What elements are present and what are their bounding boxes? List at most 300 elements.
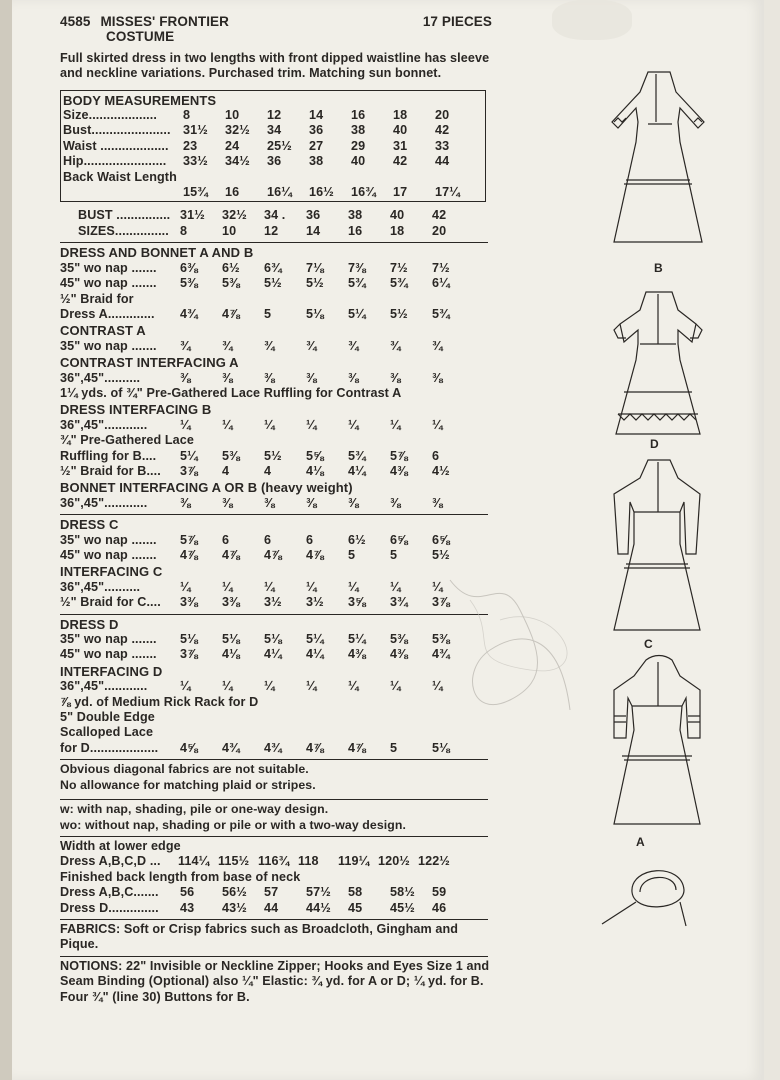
table-cell: 16¾ bbox=[351, 185, 376, 200]
table-cell: 8 bbox=[180, 223, 188, 238]
table-cell: 6 bbox=[306, 532, 314, 547]
yardage-row bbox=[60, 339, 500, 354]
measurement-row bbox=[63, 108, 481, 123]
table-cell: 5⅜ bbox=[180, 276, 198, 291]
table-cell: 5¼ bbox=[180, 448, 198, 463]
table-cell: 5⅛ bbox=[264, 632, 282, 647]
table-cell: ¼ bbox=[180, 579, 191, 594]
table-cell: 6¼ bbox=[432, 276, 450, 291]
table-cell: 4⅞ bbox=[348, 740, 366, 755]
table-cell: 5½ bbox=[264, 276, 282, 291]
table-cell: 5¾ bbox=[348, 448, 366, 463]
row-label: Hip....................... bbox=[63, 154, 167, 169]
table-cell: 10 bbox=[225, 108, 240, 123]
table-cell: 5⅞ bbox=[180, 532, 198, 547]
header bbox=[60, 14, 500, 29]
table-cell: 25½ bbox=[267, 138, 292, 153]
table-cell: 5¾ bbox=[390, 276, 408, 291]
figure-label-b: B bbox=[654, 261, 663, 275]
table-cell: 4⅞ bbox=[180, 548, 198, 562]
table-cell: 4¾ bbox=[432, 647, 450, 662]
table-cell: 16½ bbox=[309, 185, 334, 200]
table-cell: 6 bbox=[222, 532, 230, 547]
divider bbox=[60, 614, 488, 615]
table-cell: 5⅞ bbox=[390, 448, 408, 463]
table-cell: 56½ bbox=[222, 885, 247, 900]
measurement-row bbox=[63, 123, 481, 138]
row-label: 36",45".......... bbox=[60, 370, 141, 385]
table-cell: 6⅝ bbox=[390, 532, 408, 547]
table-cell: 116¾ bbox=[258, 854, 290, 869]
yardage-row bbox=[60, 595, 500, 610]
table-cell: 5¼ bbox=[348, 632, 366, 647]
row-label: 36",45"............ bbox=[60, 679, 148, 694]
table-cell: 36 bbox=[306, 208, 321, 223]
table-cell: ¼ bbox=[180, 417, 191, 432]
table-cell: 6 bbox=[264, 532, 272, 547]
pattern-subtitle: COSTUME bbox=[106, 29, 175, 45]
table-cell: 5¾ bbox=[348, 276, 366, 291]
row-label: ½" Braid for bbox=[60, 291, 134, 306]
table-cell: 16 bbox=[351, 108, 366, 123]
table-cell: 14 bbox=[309, 108, 324, 123]
table-cell: 5⅝ bbox=[306, 448, 324, 463]
table-cell: 3⅞ bbox=[180, 647, 198, 662]
row-label: 35" wo nap ....... bbox=[60, 338, 157, 353]
table-cell: 57½ bbox=[306, 885, 331, 900]
table-cell: 4¼ bbox=[264, 647, 282, 662]
table-cell: 4⅜ bbox=[390, 463, 408, 478]
table-cell: ¼ bbox=[306, 417, 317, 432]
figure-b bbox=[612, 72, 704, 242]
table-cell: 7½ bbox=[390, 260, 408, 275]
figure-d bbox=[614, 292, 702, 434]
table-cell: ⅜ bbox=[222, 495, 233, 510]
paper-stain bbox=[552, 0, 632, 40]
table-cell: 44 bbox=[264, 900, 279, 915]
row-label: Size................... bbox=[63, 108, 157, 123]
table-cell: ¼ bbox=[222, 579, 233, 594]
table-cell: ⅜ bbox=[180, 370, 191, 385]
back-length-row bbox=[60, 901, 500, 916]
row-label: BUST ............... bbox=[78, 208, 171, 223]
back-length-row bbox=[60, 885, 500, 900]
table-cell: 43½ bbox=[222, 900, 247, 915]
table-cell: 31 bbox=[393, 138, 408, 153]
row-label: Dress A............. bbox=[60, 306, 155, 321]
table-cell: 3¾ bbox=[390, 595, 408, 610]
figure-a bbox=[614, 656, 700, 825]
row-label: Waist ................... bbox=[63, 138, 169, 153]
pattern-title: MISSES' FRONTIER bbox=[100, 14, 230, 29]
table-cell: 12 bbox=[264, 223, 279, 238]
table-cell: 34 . bbox=[264, 208, 286, 223]
table-cell: 31½ bbox=[180, 208, 205, 223]
table-cell: 6½ bbox=[348, 532, 366, 547]
row-label: 36",45"............ bbox=[60, 495, 148, 510]
back-waist-row bbox=[63, 185, 481, 200]
table-cell: 58 bbox=[348, 885, 363, 900]
table-cell: 5 bbox=[264, 306, 272, 321]
table-cell: 5¾ bbox=[432, 306, 450, 321]
section-heading: CONTRAST A bbox=[60, 323, 146, 339]
table-cell: 4¾ bbox=[222, 740, 240, 755]
table-cell: 24 bbox=[225, 138, 240, 153]
yardage-row bbox=[60, 695, 500, 710]
table-cell: 3½ bbox=[306, 595, 324, 610]
table-cell: 5 bbox=[348, 548, 356, 562]
table-cell: ¼ bbox=[432, 679, 443, 694]
note-diagonal: Obvious diagonal fabrics are not suitable. bbox=[60, 762, 309, 777]
table-cell: ⅜ bbox=[264, 495, 275, 510]
table-cell: 5⅜ bbox=[390, 632, 408, 647]
row-label: SIZES............... bbox=[78, 223, 169, 238]
table-cell: 12 bbox=[267, 108, 282, 123]
table-cell: ¼ bbox=[348, 679, 359, 694]
yardage-row bbox=[60, 548, 500, 563]
table-cell: 6½ bbox=[222, 260, 240, 275]
table-cell: 5¼ bbox=[348, 306, 366, 321]
row-label: 45" wo nap ....... bbox=[60, 548, 157, 562]
table-cell: 43 bbox=[180, 900, 195, 915]
section-heading: INTERFACING D bbox=[60, 663, 163, 679]
table-cell: 40 bbox=[390, 208, 405, 223]
yardage-row bbox=[60, 679, 500, 694]
table-cell: 4 bbox=[264, 463, 272, 478]
table-cell: 5 bbox=[390, 740, 398, 755]
table-cell: ⅜ bbox=[222, 370, 233, 385]
table-cell: 4⅞ bbox=[222, 548, 240, 562]
table-cell: 58½ bbox=[390, 885, 415, 900]
yardage-row bbox=[60, 533, 500, 548]
table-cell: 4½ bbox=[432, 463, 450, 478]
table-cell: 34 bbox=[267, 123, 282, 138]
note-without-nap: wo: without nap, shading or pile or with a two-way design. bbox=[60, 817, 407, 832]
row-label: 35" wo nap ....... bbox=[60, 260, 157, 275]
yardage-row bbox=[60, 386, 500, 401]
yardage-row bbox=[60, 418, 500, 433]
table-cell: 10 bbox=[222, 223, 237, 238]
table-cell: 44 bbox=[435, 154, 450, 169]
table-cell: 4¾ bbox=[180, 306, 198, 321]
table-cell: ⅜ bbox=[264, 370, 275, 385]
table-cell: 20 bbox=[432, 223, 447, 238]
table-cell: 33 bbox=[435, 138, 450, 153]
table-cell: 16¼ bbox=[267, 185, 292, 200]
table-cell: 33½ bbox=[183, 154, 208, 169]
width-row bbox=[60, 854, 500, 869]
row-label: ¾" Pre-Gathered Lace bbox=[60, 433, 194, 448]
table-cell: ¼ bbox=[348, 417, 359, 432]
table-cell: 45½ bbox=[390, 900, 415, 915]
table-cell: 5⅜ bbox=[432, 632, 450, 647]
table-cell: 120½ bbox=[378, 854, 410, 869]
table-cell: 38 bbox=[351, 123, 366, 138]
pattern-info bbox=[60, 14, 500, 1005]
fashion-line-drawings bbox=[584, 62, 734, 942]
row-label: Dress A,B,C,D ... bbox=[60, 854, 161, 869]
table-cell: 4⅞ bbox=[306, 548, 324, 562]
table-cell: 57 bbox=[264, 885, 279, 900]
table-cell: 18 bbox=[390, 223, 405, 238]
yardage-row bbox=[60, 710, 500, 725]
table-cell: ¾ bbox=[390, 338, 401, 353]
measurement-row bbox=[63, 139, 481, 154]
table-cell: ¾ bbox=[180, 338, 191, 353]
section-heading: DRESS AND BONNET A AND B bbox=[60, 245, 254, 261]
back-length-title: Finished back length from base of neck bbox=[60, 869, 301, 884]
table-cell: 32½ bbox=[222, 208, 247, 223]
table-cell: ⅜ bbox=[348, 370, 359, 385]
table-cell: 5½ bbox=[390, 306, 408, 321]
figure-label-a: A bbox=[636, 835, 645, 849]
table-cell: 4 bbox=[222, 463, 230, 478]
table-cell: 6 bbox=[432, 448, 440, 463]
table-cell: 40 bbox=[351, 154, 366, 169]
table-cell: 40 bbox=[393, 123, 408, 138]
yardage-row bbox=[60, 449, 500, 464]
table-cell: ¼ bbox=[432, 417, 443, 432]
notions-text: 22" Invisible or Neckline Zipper; Hooks and Eyes Size 1 and Seam Binding (Optional) also ¼" Elastic: ¾ yd. for A or D; ¼ yd. for B. Four ¾" (line 30) Buttons for B. bbox=[60, 958, 490, 1004]
yardage-row bbox=[60, 276, 500, 291]
table-cell: ⅜ bbox=[390, 495, 401, 510]
table-cell: 59 bbox=[432, 885, 447, 900]
bonnet-figure bbox=[602, 871, 686, 926]
table-cell: 17¼ bbox=[435, 185, 460, 200]
table-cell: 42 bbox=[435, 123, 450, 138]
yardage-row bbox=[60, 496, 500, 511]
section-heading: CONTRAST INTERFACING A bbox=[60, 355, 239, 371]
table-cell: 4¾ bbox=[264, 740, 282, 755]
table-cell: 4¼ bbox=[348, 463, 366, 478]
table-cell: ¼ bbox=[264, 579, 275, 594]
table-cell: ⅜ bbox=[390, 370, 401, 385]
table-cell: 118 bbox=[298, 854, 319, 869]
table-cell: 6¾ bbox=[264, 260, 282, 275]
dress-illustrations bbox=[584, 62, 734, 947]
table-cell: ¾ bbox=[348, 338, 359, 353]
table-cell: 16 bbox=[225, 185, 240, 200]
table-cell: ¼ bbox=[180, 679, 191, 694]
table-cell: 14 bbox=[306, 223, 321, 238]
table-cell: 3½ bbox=[264, 595, 282, 610]
table-cell: 122½ bbox=[418, 854, 450, 869]
notions-label: NOTIONS: bbox=[60, 958, 123, 973]
section-heading: DRESS INTERFACING B bbox=[60, 402, 212, 418]
divider bbox=[60, 514, 488, 515]
yardage-row bbox=[60, 647, 500, 662]
row-label: ⅞ yd. of Medium Rick Rack for D bbox=[60, 694, 259, 709]
table-cell: 36 bbox=[267, 154, 282, 169]
table-cell: 5½ bbox=[432, 548, 450, 562]
table-cell: 42 bbox=[393, 154, 408, 169]
yardage-row bbox=[60, 632, 500, 647]
row-label: Ruffling for B.... bbox=[60, 448, 157, 463]
row-label: ½" Braid for C.... bbox=[60, 595, 161, 610]
table-cell: 6⅜ bbox=[180, 260, 198, 275]
table-cell: 5⅜ bbox=[222, 276, 240, 291]
table-cell: 5⅜ bbox=[222, 448, 240, 463]
note-with-nap: w: with nap, shading, pile or one-way design. bbox=[60, 802, 329, 817]
table-cell: 15¾ bbox=[183, 185, 208, 200]
divider bbox=[60, 919, 488, 920]
yardage-row bbox=[60, 261, 500, 276]
yardage-row bbox=[60, 292, 500, 307]
table-cell: 5⅛ bbox=[432, 740, 450, 755]
section-heading: DRESS D bbox=[60, 616, 119, 632]
page-edge bbox=[764, 0, 780, 1080]
table-cell: ⅜ bbox=[432, 495, 443, 510]
row-label: ½" Braid for B.... bbox=[60, 463, 161, 478]
table-cell: 56 bbox=[180, 885, 195, 900]
piece-count: 17 PIECES bbox=[422, 14, 492, 29]
binding-edge bbox=[0, 0, 12, 1080]
table-cell: 4⅛ bbox=[222, 647, 240, 662]
notions bbox=[60, 959, 500, 1005]
figure-label-d: D bbox=[650, 437, 659, 451]
table-cell: 3⅜ bbox=[180, 595, 198, 610]
table-cell: 7½ bbox=[432, 260, 450, 275]
table-cell: 5 bbox=[390, 548, 398, 562]
row-label: Bust...................... bbox=[63, 123, 171, 138]
table-cell: ⅜ bbox=[306, 370, 317, 385]
fabrics-label: FABRICS: bbox=[60, 921, 121, 936]
divider bbox=[60, 242, 488, 243]
divider bbox=[60, 799, 488, 800]
divider bbox=[60, 956, 488, 957]
row-label: Dress D.............. bbox=[60, 900, 159, 915]
table-cell: 16 bbox=[348, 223, 363, 238]
table-cell: 31½ bbox=[183, 123, 208, 138]
table-cell: 5½ bbox=[306, 276, 324, 291]
table-cell: 34½ bbox=[225, 154, 250, 169]
table-cell: 4⅝ bbox=[180, 740, 198, 755]
table-cell: ¾ bbox=[264, 338, 275, 353]
table-cell: 45 bbox=[348, 900, 363, 915]
table-cell: ¼ bbox=[432, 579, 443, 594]
row-label: 35" wo nap ....... bbox=[60, 532, 157, 547]
row-label: 45" wo nap ....... bbox=[60, 647, 157, 662]
table-cell: 6⅝ bbox=[432, 532, 450, 547]
table-cell: ⅜ bbox=[306, 495, 317, 510]
table-cell: ⅜ bbox=[180, 495, 191, 510]
table-cell: 29 bbox=[351, 138, 366, 153]
table-cell: ¼ bbox=[306, 579, 317, 594]
table-cell: ¼ bbox=[222, 679, 233, 694]
table-cell: 8 bbox=[183, 108, 191, 123]
table-cell: 3⅝ bbox=[348, 595, 366, 610]
bust-row bbox=[60, 208, 500, 223]
table-cell: 32½ bbox=[225, 123, 250, 138]
body-measurements-title: BODY MEASUREMENTS bbox=[63, 92, 217, 108]
row-label: for D................... bbox=[60, 740, 159, 755]
table-cell: ¾ bbox=[432, 338, 443, 353]
yardage-row bbox=[60, 725, 500, 740]
yardage-row bbox=[60, 307, 500, 322]
table-cell: ¾ bbox=[306, 338, 317, 353]
table-cell: 4⅞ bbox=[306, 740, 324, 755]
table-cell: ¼ bbox=[390, 679, 401, 694]
divider bbox=[60, 759, 488, 760]
figure-label-c: C bbox=[644, 637, 653, 651]
section-heading: DRESS C bbox=[60, 517, 119, 533]
table-cell: 38 bbox=[348, 208, 363, 223]
table-cell: 4⅞ bbox=[222, 306, 240, 321]
table-cell: 5¼ bbox=[306, 632, 324, 647]
sizes-row bbox=[60, 224, 500, 239]
table-cell: 4⅜ bbox=[348, 647, 366, 662]
body-measurements-box bbox=[60, 90, 486, 203]
back-waist-label: Back Waist Length bbox=[63, 169, 177, 184]
table-cell: 44½ bbox=[306, 900, 331, 915]
table-cell: 20 bbox=[435, 108, 450, 123]
table-cell: 38 bbox=[309, 154, 324, 169]
table-cell: 4⅞ bbox=[264, 548, 282, 562]
table-cell: 3⅞ bbox=[432, 595, 450, 610]
table-cell: 115½ bbox=[218, 854, 250, 869]
table-cell: ¼ bbox=[390, 579, 401, 594]
table-cell: 114¼ bbox=[178, 854, 210, 869]
table-cell: 7⅜ bbox=[348, 260, 366, 275]
table-cell: 119¼ bbox=[338, 854, 370, 869]
table-cell: 4⅛ bbox=[306, 463, 324, 478]
pattern-number: 4585 bbox=[60, 14, 91, 29]
table-cell: 3⅜ bbox=[222, 595, 240, 610]
yardage-row bbox=[60, 464, 500, 479]
table-cell: 27 bbox=[309, 138, 324, 153]
row-label: 35" wo nap ....... bbox=[60, 632, 157, 647]
table-cell: ⅜ bbox=[348, 495, 359, 510]
table-cell: 17 bbox=[393, 185, 408, 200]
yardage-row bbox=[60, 580, 500, 595]
table-cell: ¼ bbox=[348, 579, 359, 594]
fabrics-text: Soft or Crisp fabrics such as Broadcloth, Gingham and Pique. bbox=[60, 921, 459, 952]
note-plaid: No allowance for matching plaid or stripes. bbox=[60, 777, 316, 792]
table-cell: 3⅞ bbox=[180, 463, 198, 478]
row-label: 45" wo nap ....... bbox=[60, 276, 157, 291]
section-heading: INTERFACING C bbox=[60, 564, 163, 580]
table-cell: 4¼ bbox=[306, 647, 324, 662]
table-cell: 23 bbox=[183, 138, 198, 153]
row-label: 5" Double Edge bbox=[60, 710, 155, 725]
table-cell: ¼ bbox=[264, 679, 275, 694]
table-cell: ¼ bbox=[306, 679, 317, 694]
row-label: Dress A,B,C....... bbox=[60, 885, 159, 900]
yardage-row bbox=[60, 433, 500, 448]
table-cell: ¼ bbox=[264, 417, 275, 432]
table-cell: 5⅛ bbox=[222, 632, 240, 647]
width-title: Width at lower edge bbox=[60, 838, 181, 853]
table-cell: ¼ bbox=[222, 417, 233, 432]
measurement-row bbox=[63, 154, 481, 169]
table-cell: 5⅛ bbox=[306, 306, 324, 321]
table-cell: 5⅛ bbox=[180, 632, 198, 647]
yardage-row bbox=[60, 741, 500, 756]
row-label: 1¼ yds. of ¾" Pre-Gathered Lace Ruffling for Contrast A bbox=[60, 385, 402, 400]
table-cell: 36 bbox=[309, 123, 324, 138]
table-cell: ⅜ bbox=[432, 370, 443, 385]
row-label: 36",45".......... bbox=[60, 579, 141, 594]
divider bbox=[60, 836, 488, 837]
table-cell: ¼ bbox=[390, 417, 401, 432]
table-cell: 18 bbox=[393, 108, 408, 123]
table-cell: ¾ bbox=[222, 338, 233, 353]
table-cell: 46 bbox=[432, 900, 447, 915]
table-cell: 42 bbox=[432, 208, 447, 223]
row-label: Scalloped Lace bbox=[60, 725, 154, 740]
row-label: 36",45"............ bbox=[60, 417, 148, 432]
pen-scribble bbox=[440, 560, 580, 730]
